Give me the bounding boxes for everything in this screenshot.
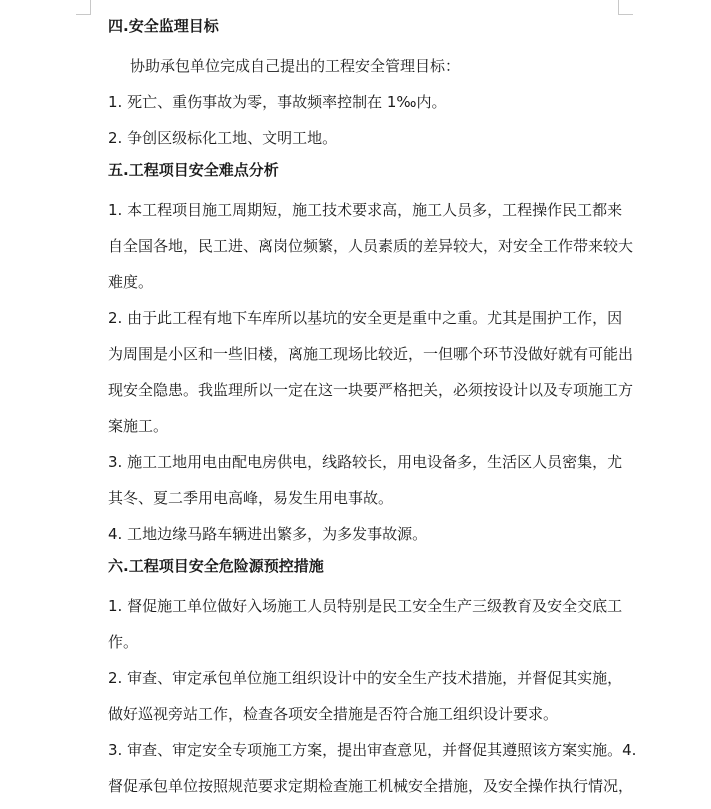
paragraph-line: 难度。 bbox=[108, 273, 154, 291]
paragraph-line: 现安全隐患。我监理所以一定在这一块要严格把关，必须按设计以及专项施工方 bbox=[108, 381, 634, 399]
paragraph bbox=[108, 84, 628, 120]
paragraph-line: 作。 bbox=[108, 633, 139, 651]
paragraph-line: 3. 施工工地用电由配电房供电，线路较长，用电设备多，生活区人员密集，尤 bbox=[108, 453, 623, 471]
paragraph bbox=[108, 660, 628, 732]
paragraph bbox=[108, 300, 634, 444]
paragraph bbox=[108, 516, 628, 552]
paragraph bbox=[108, 732, 637, 804]
paragraph-line: 1. 督促施工单位做好入场施工人员特别是民工安全生产三级教育及安全交底工 bbox=[108, 597, 623, 615]
paragraph bbox=[108, 588, 628, 660]
paragraph-line: 做好巡视旁站工作，检查各项安全措施是否符合施工组织设计要求。 bbox=[108, 705, 559, 723]
paragraph bbox=[108, 444, 628, 516]
paragraph-line: 1. 本工程项目施工周期短，施工技术要求高，施工人员多，工程操作民工都来 bbox=[108, 201, 623, 219]
paragraph-line: 案施工。 bbox=[108, 417, 169, 435]
paragraph-line: 其冬、夏二季用电高峰，易发生用电事故。 bbox=[108, 489, 394, 507]
paragraph-line: 2. 由于此工程有地下车库所以基坑的安全更是重中之重。尤其是围护工作，因 bbox=[108, 309, 623, 327]
paragraph-line: 2. 审查、审定承包单位施工组织设计中的安全生产技术措施，并督促其实施， bbox=[108, 669, 623, 687]
paragraph-line: 协助承包单位完成自己提出的工程安全管理目标： bbox=[130, 57, 461, 75]
paragraph-line: 3. 审查、审定安全专项施工方案，提出审查意见，并督促其遵照该方案实施。4. bbox=[108, 741, 637, 759]
paragraph-line: 自全国各地，民工进、离岗位频繁，人员素质的差异较大，对安全工作带来较大 bbox=[108, 237, 634, 255]
paragraph-line: 2. 争创区级标化工地、文明工地。 bbox=[108, 129, 338, 147]
section-heading: 四.安全监理目标 bbox=[108, 17, 219, 35]
paragraph bbox=[108, 192, 634, 300]
margin-corner-mark bbox=[76, 0, 91, 15]
paragraph-line: 督促承包单位按照规范要求定期检查施工机械安全措施，及安全操作执行情况， bbox=[108, 777, 634, 795]
section-heading: 五.工程项目安全难点分析 bbox=[108, 161, 279, 179]
paragraph bbox=[108, 48, 628, 84]
paragraph bbox=[108, 120, 628, 156]
document-body bbox=[108, 12, 637, 804]
section-heading: 六.工程项目安全危险源预控措施 bbox=[108, 557, 324, 575]
paragraph-line: 1. 死亡、重伤事故为零，事故频率控制在 1‰内。 bbox=[108, 93, 447, 111]
paragraph-line: 4. 工地边缘马路车辆进出繁多，为多发事故源。 bbox=[108, 525, 428, 543]
paragraph-line: 为周围是小区和一些旧楼，离施工现场比较近，一但哪个环节没做好就有可能出 bbox=[108, 345, 634, 363]
